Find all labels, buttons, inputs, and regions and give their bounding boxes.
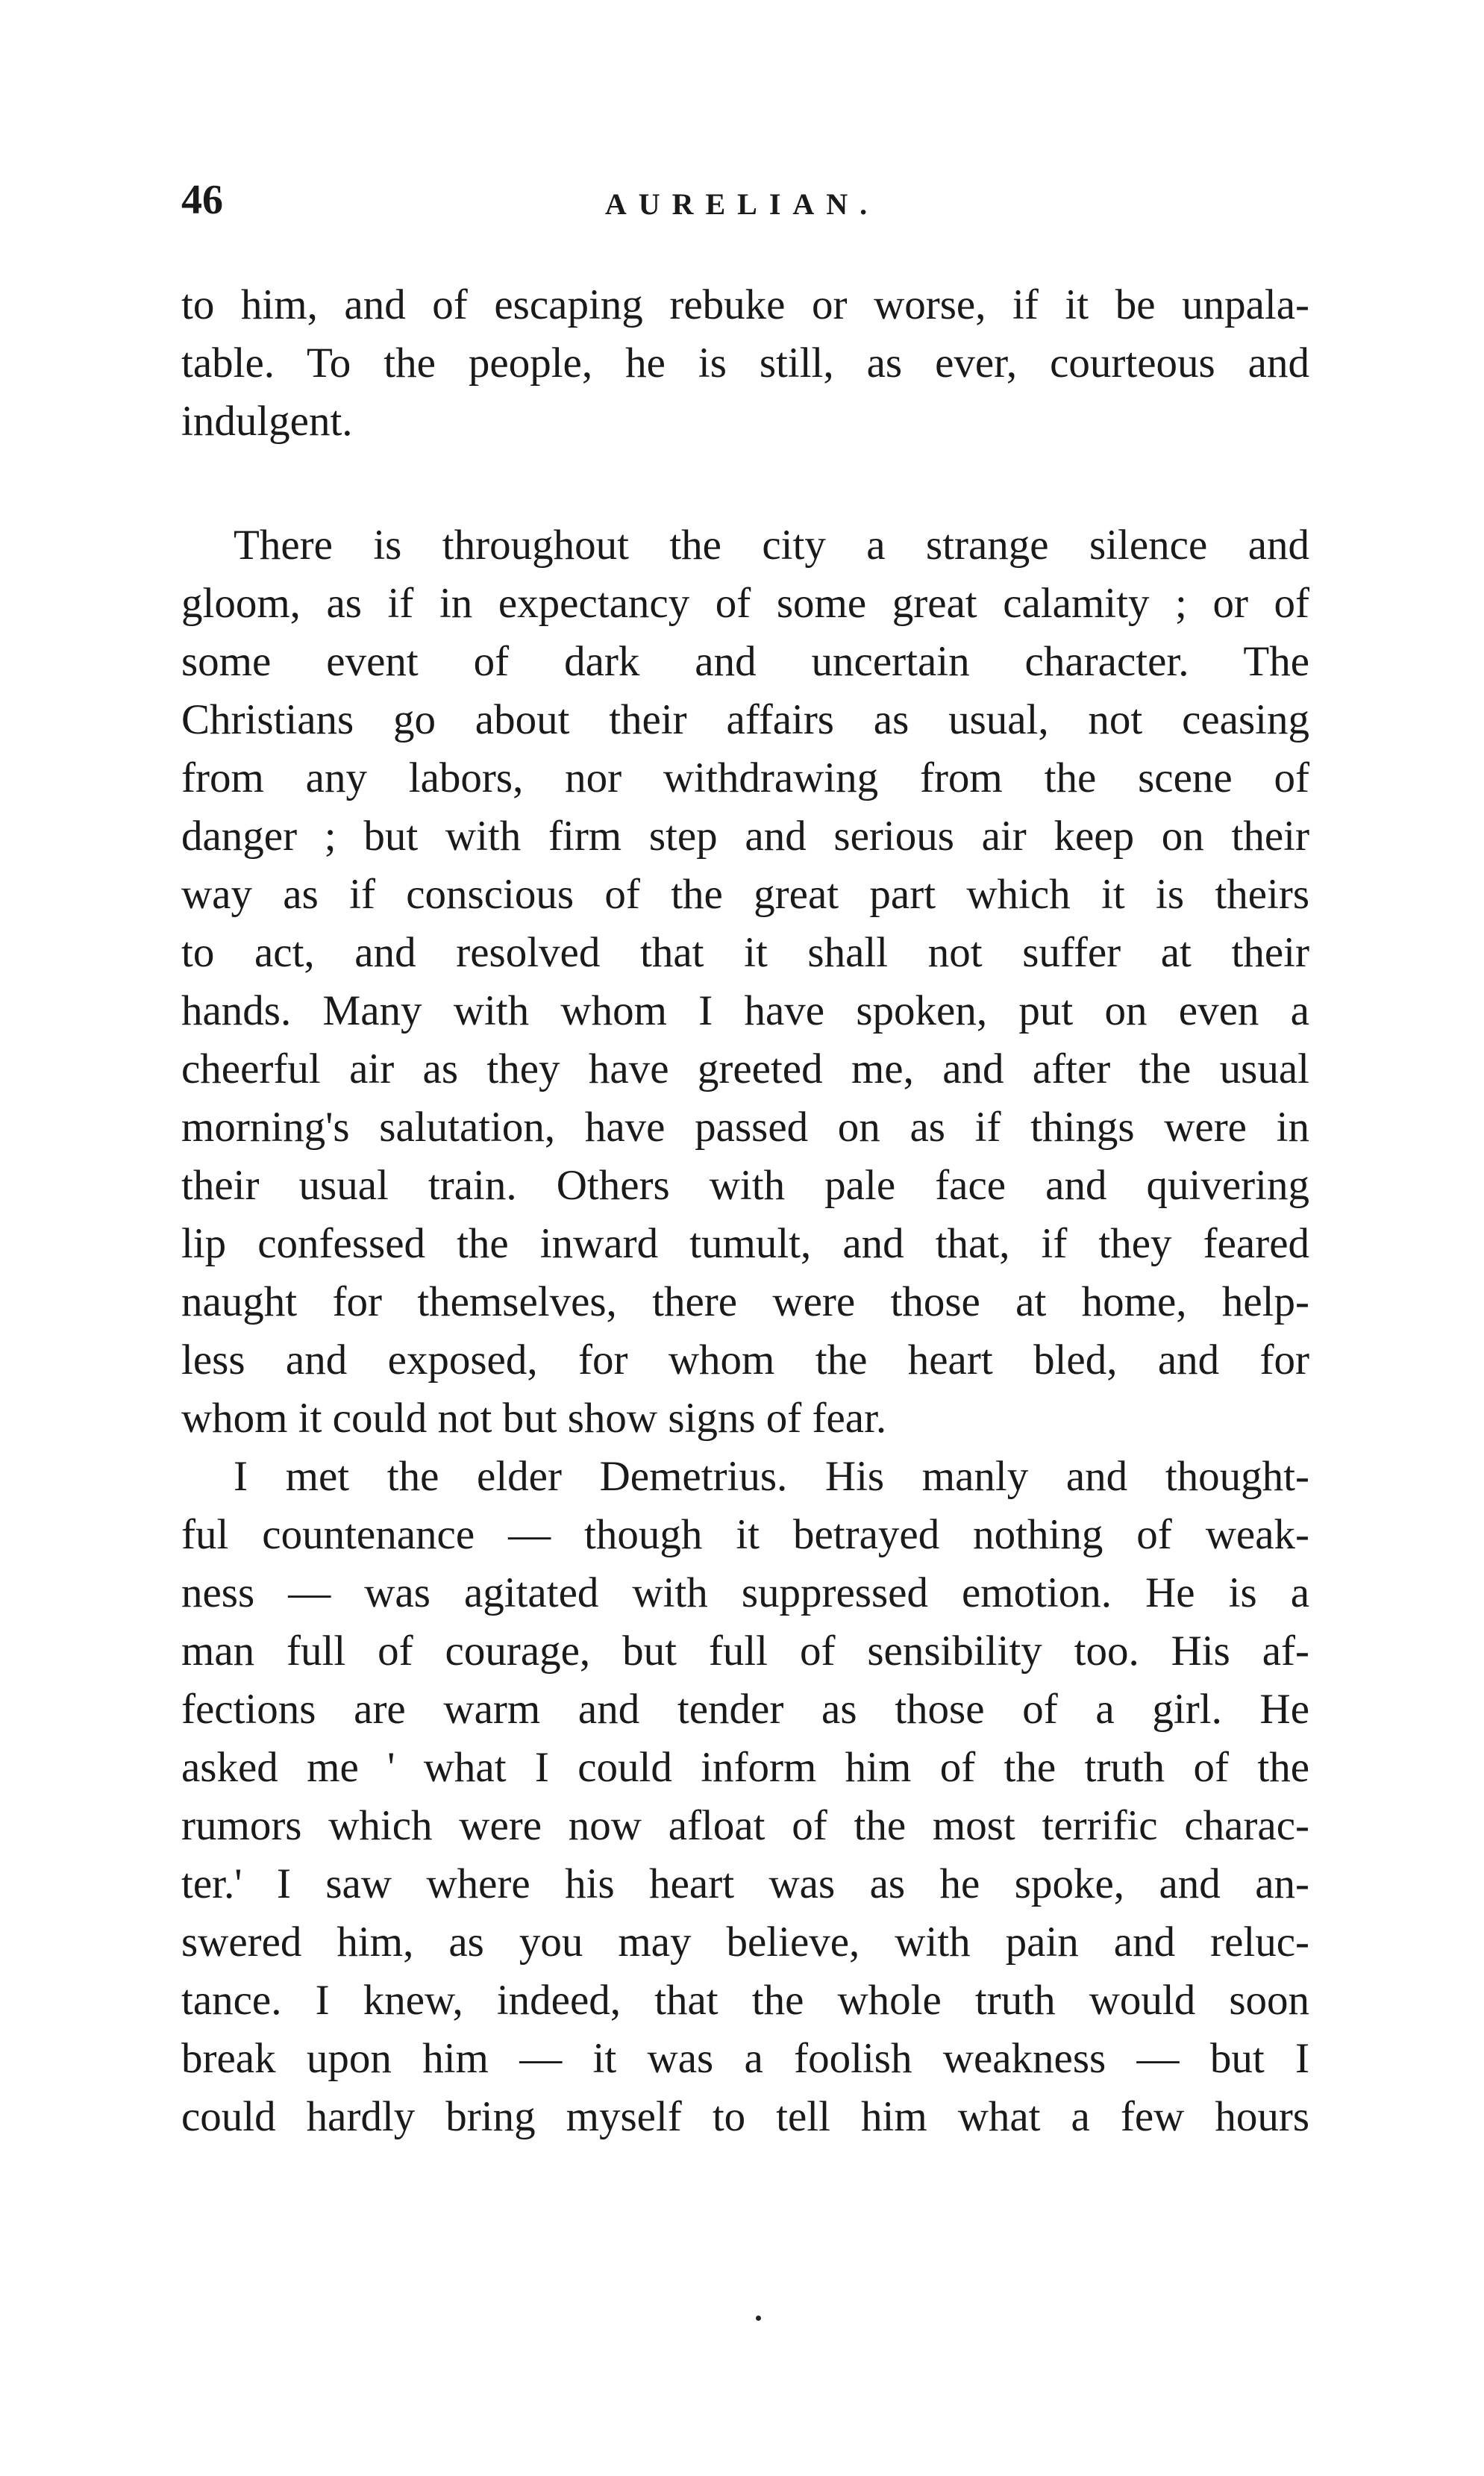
body-text-line: cheerful air as they have greeted me, and after the usual xyxy=(181,1045,1309,1092)
body-text-line: man full of courage, but full of sensibility too. His af- xyxy=(181,1628,1309,1675)
body-text-line: to act, and resolved that it shall not suffer at their xyxy=(181,929,1309,976)
body-text-line: ter.' I saw where his heart was as he spoke, and an- xyxy=(181,1860,1309,1907)
body-text-line: asked me ' what I could inform him of the truth of the xyxy=(181,1744,1309,1791)
body-text-line: their usual train. Others with pale face and quivering xyxy=(181,1162,1309,1209)
body-text-line: Christians go about their affairs as usual, not ceasing xyxy=(181,696,1309,743)
body-text-line: gloom, as if in expectancy of some great calamity ; or of xyxy=(181,580,1309,627)
body-text-line: hands. Many with whom I have spoken, put on even a xyxy=(181,987,1309,1034)
body-text-line: whom it could not but show signs of fear. xyxy=(181,1395,887,1442)
body-text-line: morning's salutation, have passed on as if things were in xyxy=(181,1104,1309,1151)
body-text-line: to him, and of escaping rebuke or worse, if it be unpala- xyxy=(181,281,1309,328)
body-text-line: I met the elder Demetrius. His manly and thought- xyxy=(234,1453,1309,1500)
body-text-line: way as if conscious of the great part which it is theirs xyxy=(181,871,1309,918)
page-number: 46 xyxy=(181,177,223,223)
body-text-line: There is throughout the city a strange silence and xyxy=(234,522,1309,569)
body-text-line: break upon him — it was a foolish weakness — but I xyxy=(181,2035,1309,2082)
body-text-line: less and exposed, for whom the heart bled, and for xyxy=(181,1337,1309,1384)
body-text-line: lip confessed the inward tumult, and that, if they feared xyxy=(181,1220,1309,1267)
body-text-line: tance. I knew, indeed, that the whole truth would soon xyxy=(181,1977,1309,2024)
body-text-line: table. To the people, he is still, as ever, courteous and xyxy=(181,340,1309,387)
body-text-line: swered him, as you may believe, with pain and reluc- xyxy=(181,1919,1309,1966)
body-text-line: ful countenance — though it betrayed nothing of weak- xyxy=(181,1511,1309,1558)
body-text-line: danger ; but with firm step and serious air keep on their xyxy=(181,813,1309,860)
body-text-line: some event of dark and uncertain character. The xyxy=(181,638,1309,685)
body-text-line: naught for themselves, there were those at home, help- xyxy=(181,1278,1309,1325)
running-title: AURELIAN. xyxy=(604,187,880,221)
body-text-line: could hardly bring myself to tell him what a few hours xyxy=(181,2093,1309,2140)
body-text-line: indulgent. xyxy=(181,398,353,445)
ink-speck xyxy=(756,2316,761,2321)
body-text-line: from any labors, nor withdrawing from the scene of xyxy=(181,754,1309,801)
body-text-line: rumors which were now afloat of the most terrific charac- xyxy=(181,1802,1309,1849)
body-text-line: fections are warm and tender as those of a girl. He xyxy=(181,1686,1309,1733)
body-text-line: ness — was agitated with suppressed emotion. He is a xyxy=(181,1569,1309,1616)
